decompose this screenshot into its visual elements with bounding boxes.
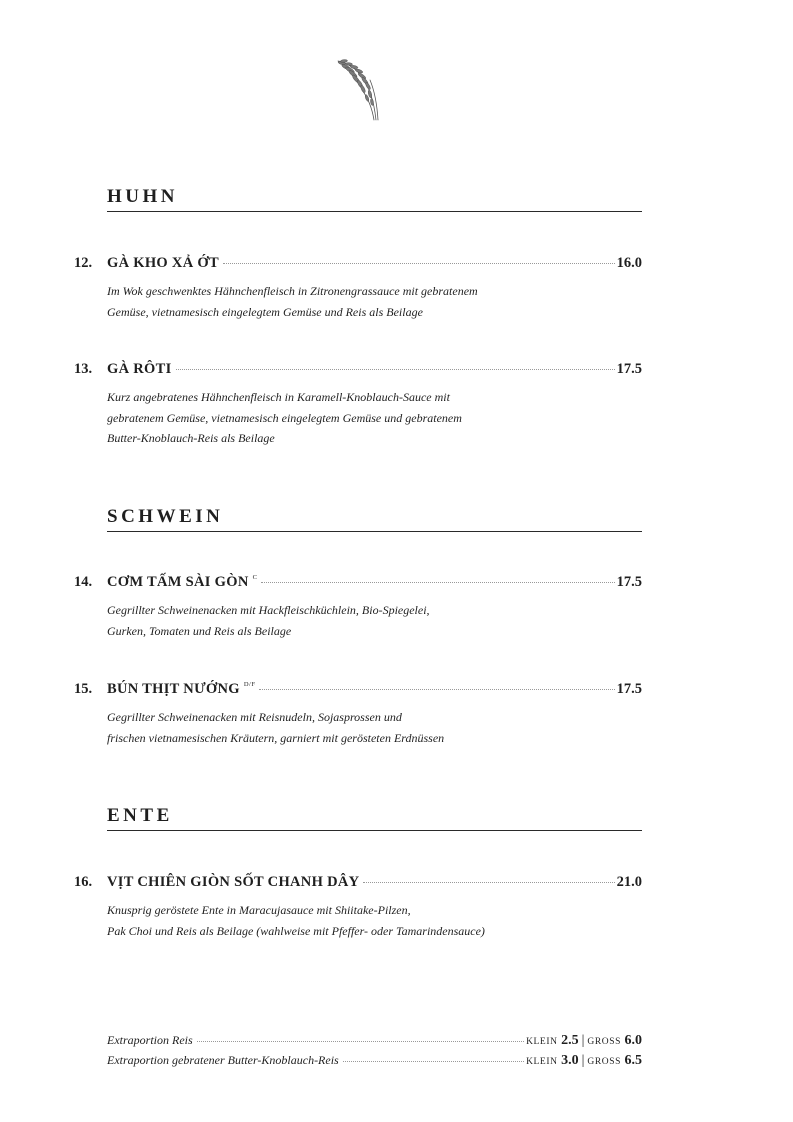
extra-rice <box>107 1033 642 1049</box>
section-title-huhn: HUHN <box>107 186 642 212</box>
size-label-large: GROSS <box>587 1057 621 1067</box>
item-number: 13. <box>74 361 93 377</box>
item-number: 16. <box>74 874 93 890</box>
price-large: 6.0 <box>624 1033 642 1048</box>
item-name <box>107 574 257 591</box>
description-line: Gurken, Tomaten und Reis als Beilage <box>107 623 292 638</box>
item-name-text: BÚN THỊT NƯỚNG <box>107 681 240 697</box>
extra-prices <box>526 1033 642 1049</box>
description-line: Gegrillter Schweinenacken mit Reisnudeln, Sojasprossen und <box>107 710 402 724</box>
separator: | <box>581 1033 585 1048</box>
description-line: Pak Choi und Reis als Beilage (wahlweise mit Pfeffer- oder Tamarindensauce) <box>107 923 485 938</box>
item-price: 17.5 <box>616 681 642 697</box>
description-line: Gemüse, vietnamesisch eingelegtem Gemüse und Reis als Beilage <box>107 304 423 319</box>
extra-label: Extraportion gebratener Butter-Knoblauch-Reis <box>107 1053 339 1067</box>
item-description <box>107 600 567 641</box>
item-price: 17.5 <box>616 361 642 377</box>
item-name: GÀ RÔTI <box>107 361 172 377</box>
dot-leader <box>343 1061 524 1062</box>
extra-label: Extraportion Reis <box>107 1033 193 1047</box>
rice-stalk-icon <box>334 58 384 122</box>
description-line: gebratenem Gemüse, vietnamesisch eingelegtem Gemüse und gebratenem <box>107 410 462 425</box>
separator: | <box>581 1053 585 1068</box>
item-name: VỊT CHIÊN GIÒN SỐT CHANH DÂY <box>107 874 360 890</box>
item-description <box>107 707 567 748</box>
item-description <box>107 387 567 449</box>
item-name: GÀ KHO XẢ ỚT <box>107 255 219 271</box>
size-label-small: KLEIN <box>526 1037 558 1047</box>
description-line: Kurz angebratenes Hähnchenfleisch in Karamell-Knoblauch-Sauce mit <box>107 390 450 404</box>
extra-prices <box>526 1053 642 1069</box>
price-large: 6.5 <box>624 1053 642 1068</box>
section-title-schwein: SCHWEIN <box>107 506 642 532</box>
description-line: Gegrillter Schweinenacken mit Hackfleischküchlein, Bio-Spiegelei, <box>107 603 430 617</box>
description-line: Im Wok geschwenktes Hähnchenfleisch in Zitronengrassauce mit gebratenem <box>107 284 478 298</box>
description-line: frischen vietnamesischen Kräutern, garniert mit gerösteten Erdnüssen <box>107 730 445 745</box>
item-price: 21.0 <box>616 874 642 890</box>
item-price: 17.5 <box>616 574 642 590</box>
size-label-small: KLEIN <box>526 1057 558 1067</box>
dot-leader <box>176 369 615 370</box>
item-description <box>107 900 567 941</box>
menu-item-14 <box>74 574 642 641</box>
menu-item-16 <box>74 874 642 941</box>
dot-leader <box>363 882 614 883</box>
description-line: Knusprig geröstete Ente in Maracujasauce mit Shiitake-Pilzen, <box>107 903 411 917</box>
extra-butter-rice <box>107 1053 642 1069</box>
item-name <box>107 681 255 698</box>
price-small: 2.5 <box>561 1033 579 1048</box>
item-price: 16.0 <box>616 255 642 271</box>
allergen-code: C <box>252 574 258 581</box>
item-name-text: CƠM TẤM SÀI GÒN <box>107 574 249 590</box>
dot-leader <box>223 263 615 264</box>
size-label-large: GROSS <box>587 1037 621 1047</box>
menu-item-13 <box>74 361 642 449</box>
item-number: 14. <box>74 574 93 590</box>
allergen-code: D/F <box>243 681 256 688</box>
section-title-ente: ENTE <box>107 805 642 831</box>
dot-leader <box>259 689 614 690</box>
item-description <box>107 281 567 322</box>
description-line: Butter-Knoblauch-Reis als Beilage <box>107 431 275 445</box>
price-small: 3.0 <box>561 1053 579 1068</box>
dot-leader <box>261 582 614 583</box>
item-number: 15. <box>74 681 93 697</box>
item-number: 12. <box>74 255 93 271</box>
menu-item-15 <box>74 681 642 748</box>
dot-leader <box>197 1041 524 1042</box>
menu-item-12 <box>74 255 642 322</box>
